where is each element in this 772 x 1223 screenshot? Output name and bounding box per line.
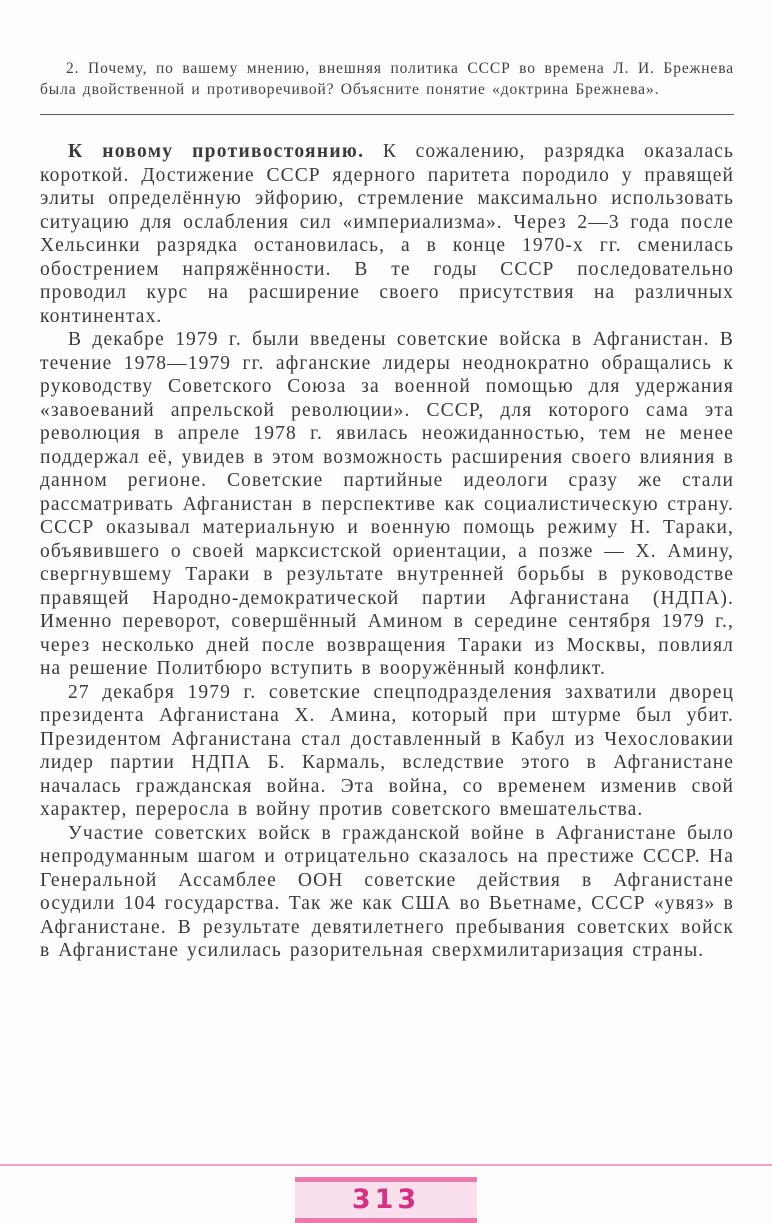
page-footer [0,1164,772,1220]
paragraph-lead-container [40,140,734,328]
review-question: 2. Почему, по вашему мнению, внешняя политика СССР во времена Л. И. Брежнева была двойственной и противоречивой? Объясните понятие «доктрина Брежнева». [40,60,734,98]
paragraph-lead-heading: К новому противостоянию. [68,141,365,162]
footer-rule [0,1164,772,1166]
page-number-badge [295,1177,477,1223]
paragraph: Участие советских войск в гражданской войне в Афганистане было непродуманным шагом и отрицательно сказалось на престиже СССР. На Генеральной Ассамблее ООН советские действия в Афганистане осудили 104 государства. Так же как США во Вьетнаме, СССР «увяз» в Афганистане. В результате девятилетнего пребывания советских войск в Афганистане усилилась разорительная сверхмилитаризация страны. [40,822,734,961]
page-number: 313 [351,1184,421,1215]
body-text [40,140,734,963]
section-divider-rule [40,114,734,115]
paragraph: 27 декабря 1979 г. советские спецподразделения захватили дворец президента Афганистана Х. Амина, который при штурме был убит. Президентом Афганистана стал доставленный в Кабул из Чехословакии лидер партии НДПА Б. Кармаль, вследствие этого в Афганистане началась гражданская война. Эта война, со временем изменив свой характер, переросла в войну против советского вмешательства. [40,681,734,820]
paragraph-lead-text: К сожалению, разрядка оказалась короткой. Достижение СССР ядерного паритета породило у правящей элиты определённую эйфорию, стремление максимально использовать ситуацию для ослабления сил «империализма». Через 2—3 года после Хельсинки разрядка остановилась, а в конце 1970-х гг. сменилась обострением напряжённости. В те годы СССР последовательно проводил курс на расширение своего присутствия на различных континентах. [40,141,735,327]
paragraph: В декабре 1979 г. были введены советские войска в Афганистан. В течение 1978—1979 гг. афганские лидеры неоднократно обращались к руководству Советского Союза за военной помощью для удержания «завоеваний апрельской революции». СССР, для которого сама эта революция в апреле 1978 г. явилась неожиданностью, тем не менее поддержал её, увидев в этом возможность расширения своего влияния в данном регионе. Советские партийные идеологи сразу же стали рассматривать Афганистан в перспективе как социалистическую страну. СССР оказывал материальную и военную помощь режиму Н. Тараки, объявившего о своей марксистской ориентации, а позже — Х. Амину, свергнувшему Тараки в результате внутренней борьбы в руководстве правящей Народно-демократической партии Афганистана (НДПА). Именно переворот, совершённый Амином в середине сентября 1979 г., через несколько дней после возвращения Тараки из Москвы, повлиял на решение Политбюро вступить в вооружённый конфликт. [40,329,734,679]
